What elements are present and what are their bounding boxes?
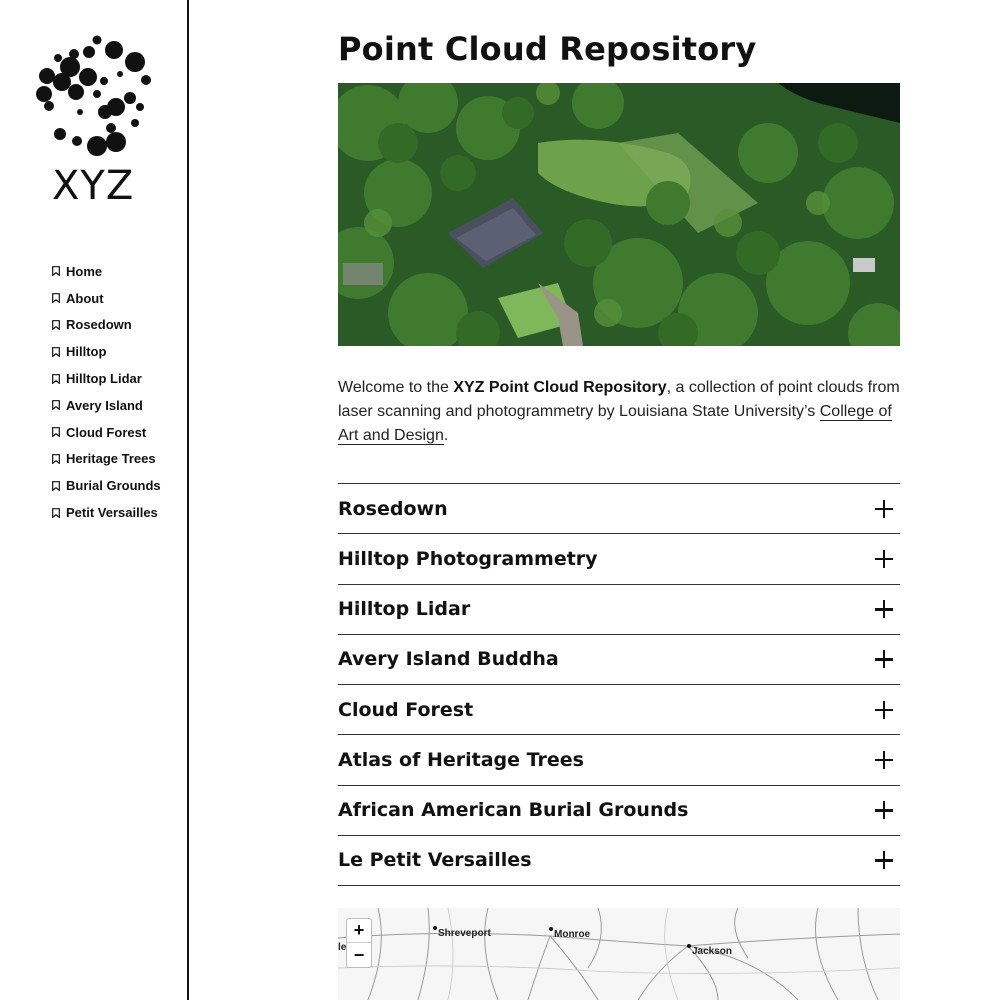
sidebar-item-hilltop[interactable] — [52, 338, 161, 365]
accordion-item-atlas-of-heritage-trees[interactable] — [338, 735, 900, 785]
accordion-item-african-american-burial-grounds[interactable] — [338, 786, 900, 836]
accordion-item-hilltop-lidar[interactable] — [338, 585, 900, 635]
logo-text[interactable]: XYZ — [52, 163, 135, 209]
map-city-monroe: Monroe — [554, 929, 591, 940]
bookmark-icon — [52, 347, 60, 357]
sidebar — [0, 0, 189, 1000]
accordion-label: Atlas of Heritage Trees — [338, 748, 584, 771]
sidebar-item-rosedown[interactable] — [52, 312, 161, 339]
accordion-label: Avery Island Buddha — [338, 648, 559, 671]
map-label-partial: le — [338, 942, 347, 953]
sidebar-item-label: About — [66, 290, 104, 306]
accordion-item-rosedown[interactable] — [338, 484, 900, 534]
bookmark-icon — [52, 320, 60, 330]
sidebar-item-label: Rosedown — [66, 317, 132, 333]
intro-text-pre: Welcome to the — [338, 379, 454, 396]
sidebar-item-hilltop-lidar[interactable] — [52, 365, 161, 392]
sidebar-item-label: Avery Island — [66, 397, 143, 413]
plus-icon[interactable] — [875, 600, 893, 618]
plus-icon[interactable] — [875, 751, 893, 769]
accordion-item-cloud-forest[interactable] — [338, 685, 900, 735]
intro-text-mid: , a collection of point clouds from laser scanning and photogrammetry by Louisiana State University’s — [338, 379, 900, 420]
sidebar-item-label: Heritage Trees — [66, 451, 156, 467]
accordion-item-hilltop-photogrammetry[interactable] — [338, 534, 900, 584]
map-view[interactable] — [338, 908, 900, 1000]
accordion-label: African American Burial Grounds — [338, 799, 689, 822]
sidebar-item-label: Home — [66, 263, 103, 279]
accordion-label: Rosedown — [338, 497, 448, 520]
sidebar-nav — [52, 258, 161, 526]
plus-icon[interactable] — [875, 801, 893, 819]
bookmark-icon — [52, 508, 60, 518]
sidebar-item-petit-versailles[interactable] — [52, 499, 161, 526]
sidebar-item-heritage-trees[interactable] — [52, 446, 161, 473]
bookmark-icon — [52, 293, 60, 303]
plus-icon[interactable] — [875, 851, 893, 869]
college-of-art-and-design-link[interactable]: College of Art and Design — [338, 403, 892, 444]
xyz-logo-dots[interactable] — [34, 34, 156, 156]
plus-icon[interactable] — [875, 550, 893, 568]
bookmark-icon — [52, 427, 60, 437]
bookmark-icon — [52, 400, 60, 410]
bookmark-icon — [52, 454, 60, 464]
accordion-label: Cloud Forest — [338, 698, 474, 721]
plus-icon[interactable] — [875, 500, 893, 518]
plus-icon[interactable] — [875, 650, 893, 668]
sidebar-item-label: Petit Versailles — [66, 505, 158, 521]
map-zoom-control — [346, 918, 372, 968]
sidebar-item-home[interactable] — [52, 258, 161, 285]
accordion-label: Hilltop Photogrammetry — [338, 547, 598, 570]
sidebar-item-about[interactable] — [52, 285, 161, 312]
sidebar-item-label: Cloud Forest — [66, 424, 147, 440]
sidebar-item-label: Hilltop Lidar — [66, 371, 142, 387]
sidebar-item-avery-island[interactable] — [52, 392, 161, 419]
intro-paragraph — [338, 376, 900, 448]
plus-icon[interactable] — [875, 701, 893, 719]
bookmark-icon — [52, 481, 60, 491]
intro-repository-name: XYZ Point Cloud Repository — [453, 379, 667, 396]
bookmark-icon — [52, 374, 60, 384]
hero-aerial-image — [338, 83, 900, 346]
map-city-jackson: Jackson — [692, 946, 733, 957]
map-city-shreveport: Shreveport — [438, 928, 491, 939]
sidebar-item-cloud-forest[interactable] — [52, 419, 161, 446]
accordion-label: Hilltop Lidar — [338, 598, 471, 621]
sidebar-item-label: Hilltop — [66, 344, 107, 360]
accordion-label: Le Petit Versailles — [338, 849, 532, 872]
sidebar-item-burial-grounds[interactable] — [52, 472, 161, 499]
bookmark-icon — [52, 266, 60, 276]
project-accordion — [338, 483, 900, 886]
map-roads — [338, 908, 900, 1000]
sidebar-item-label: Burial Grounds — [66, 478, 161, 494]
intro-text-post: . — [443, 427, 449, 444]
page-title: Point Cloud Repository — [338, 30, 757, 68]
accordion-item-le-petit-versailles[interactable] — [338, 836, 900, 886]
zoom-out-button[interactable]: − — [353, 944, 365, 965]
zoom-in-button[interactable]: + — [347, 919, 371, 943]
accordion-item-avery-island-buddha[interactable] — [338, 635, 900, 685]
